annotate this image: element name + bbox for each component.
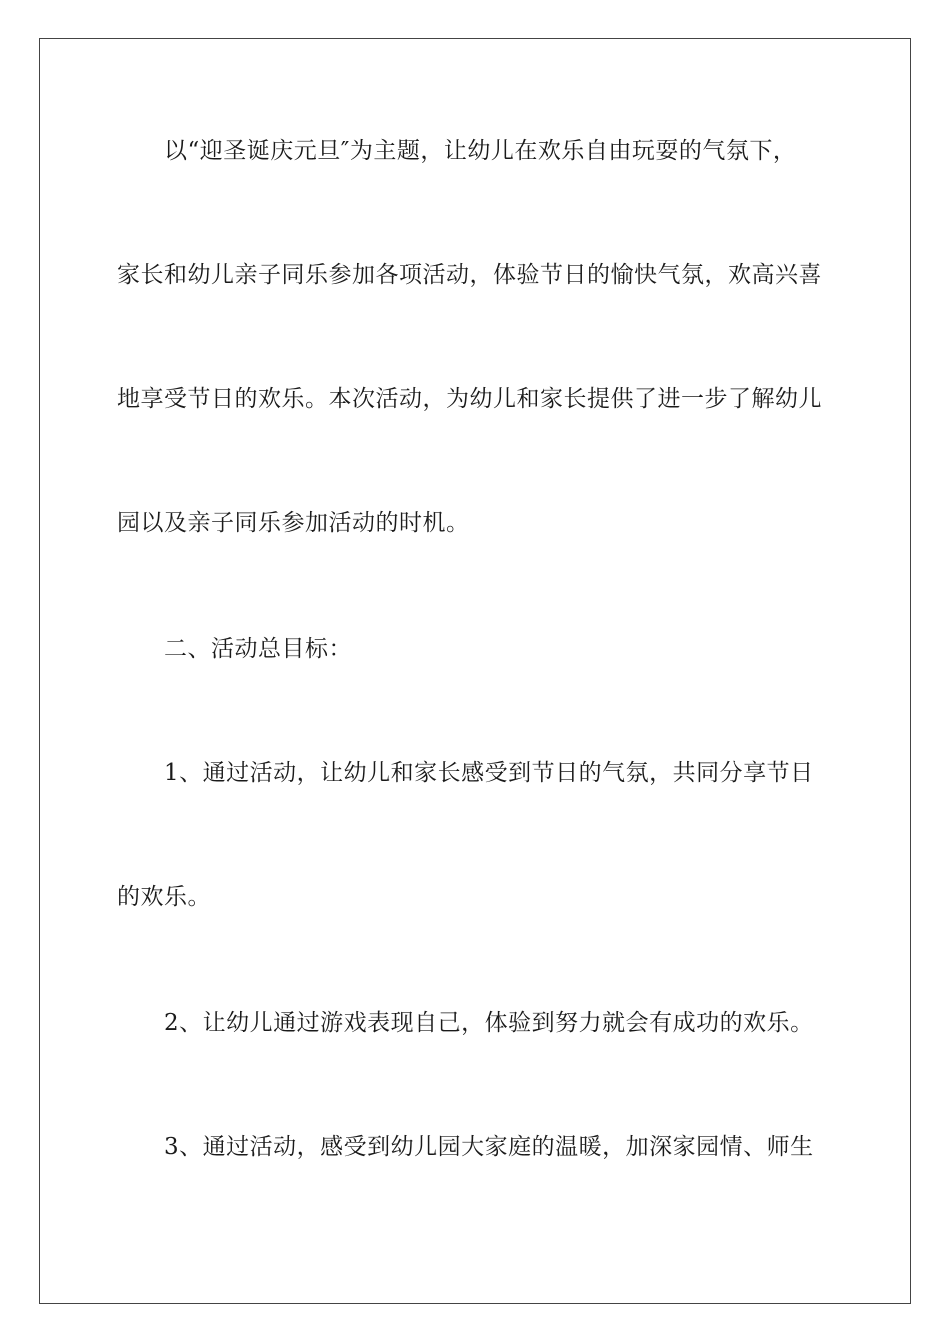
paragraph-line-4: 园以及亲子同乐参加活动的时机。 xyxy=(117,510,470,536)
paragraph-line-1: 以“迎圣诞庆元旦″为主题，让幼儿在欢乐自由玩耍的气氛下， xyxy=(164,138,797,164)
goal-1-line-1: 1、通过活动，让幼儿和家长感受到节日的气氛，共同分享节日 xyxy=(164,760,814,786)
page-border xyxy=(39,38,911,1304)
paragraph-line-2: 家长和幼儿亲子同乐参加各项活动，体验节日的愉快气氛，欢高兴喜 xyxy=(117,262,822,288)
section-heading: 二、活动总目标： xyxy=(164,636,352,662)
goal-2-line: 2、让幼儿通过游戏表现自己，体验到努力就会有成功的欢乐。 xyxy=(164,1010,814,1036)
goal-3-line-1: 3、通过活动，感受到幼儿园大家庭的温暖，加深家园情、师生 xyxy=(164,1134,814,1160)
goal-1-line-2: 的欢乐。 xyxy=(117,884,211,910)
paragraph-line-3: 地享受节日的欢乐。本次活动，为幼儿和家长提供了进一步了解幼儿 xyxy=(117,386,822,412)
